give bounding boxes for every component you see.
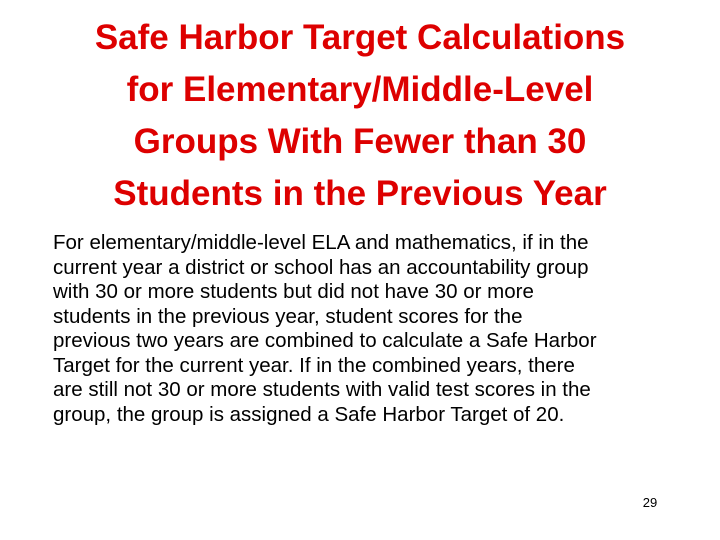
body-line: previous two years are combined to calculate a Safe Harbor: [53, 329, 597, 352]
body-line: with 30 or more students but did not have 30 or more: [53, 280, 534, 303]
body-line: Target for the current year. If in the combined years, there: [53, 353, 575, 377]
title-line: for Elementary/Middle-Level: [126, 70, 594, 109]
title-line: Safe Harbor Target Calculations: [94, 18, 626, 57]
body-line: students in the previous year, student scores for the: [53, 304, 523, 328]
body-line: current year a district or school has an accountability group: [53, 255, 589, 279]
body-line: group, the group is assigned a Safe Harbor Target of 20.: [53, 402, 565, 426]
title-line: Students in the Previous Year: [113, 174, 607, 213]
title-line: Groups With Fewer than 30: [133, 122, 587, 161]
slide-title: [20, 12, 700, 220]
body-paragraph: [53, 231, 703, 427]
body-line: For elementary/middle-level ELA and mathematics, if in the: [53, 231, 589, 254]
body-line: are still not 30 or more students with valid test scores in the: [53, 378, 591, 401]
page-number: 29: [642, 495, 658, 510]
